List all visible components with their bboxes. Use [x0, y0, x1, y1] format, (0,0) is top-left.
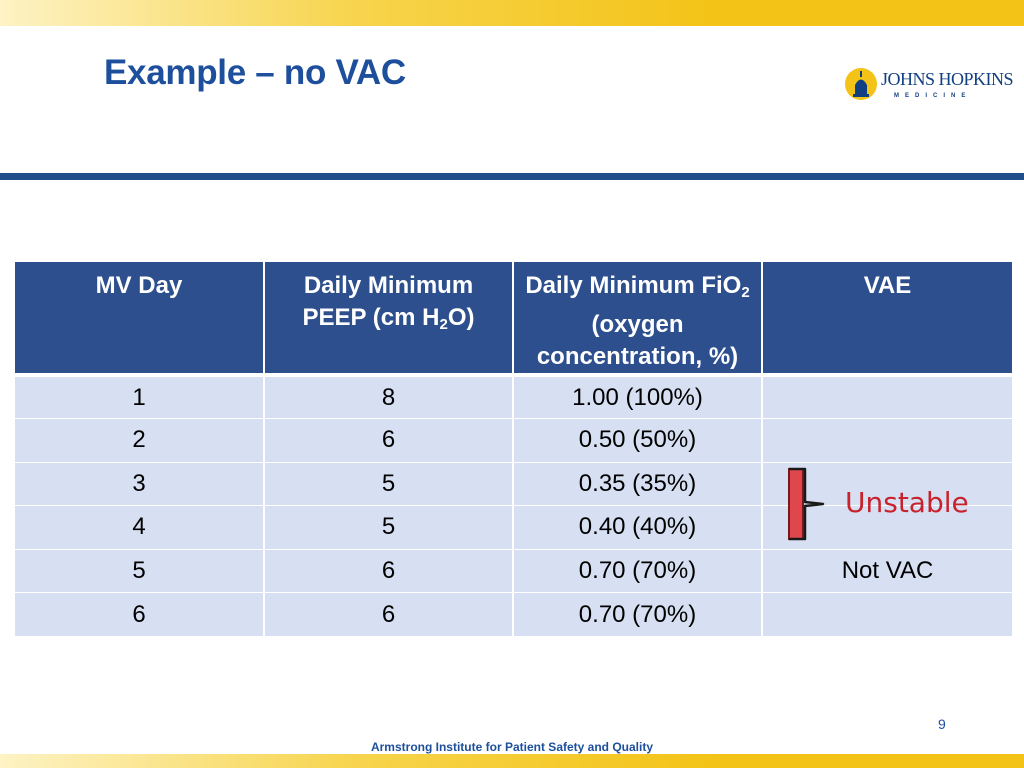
cell-vae	[762, 375, 1012, 419]
cell-day: 4	[15, 506, 264, 550]
cell-day: 6	[15, 593, 264, 637]
cell-fio2: 0.70 (70%)	[513, 593, 762, 637]
logo-wordmark: JOHNS HOPKINS	[881, 69, 1014, 89]
top-gold-band	[0, 0, 1024, 26]
slide-title: Example – no VAC	[104, 53, 406, 92]
cell-fio2: 0.50 (50%)	[513, 419, 762, 463]
table-row	[15, 549, 1012, 593]
header-mv-day: MV Day	[15, 262, 264, 375]
cell-vae	[762, 419, 1012, 463]
cell-peep: 8	[264, 375, 513, 419]
page-number: 9	[938, 716, 946, 732]
cell-vae	[762, 593, 1012, 637]
cell-fio2: 0.35 (35%)	[513, 462, 762, 506]
cell-peep: 5	[264, 462, 513, 506]
cell-vae: Not VAC	[762, 549, 1012, 593]
cell-day: 5	[15, 549, 264, 593]
cell-day: 2	[15, 419, 264, 463]
cell-peep: 6	[264, 593, 513, 637]
logo-subtitle: MEDICINE	[894, 93, 972, 99]
brace-icon	[783, 466, 827, 544]
header-fio2: Daily Minimum FiO$_2$ (oxygen concentration, %)	[513, 262, 762, 375]
cell-peep: 6	[264, 419, 513, 463]
header-vae: VAE	[762, 262, 1012, 375]
cell-fio2: 0.40 (40%)	[513, 506, 762, 550]
dome-icon	[844, 66, 878, 102]
footer-text: Armstrong Institute for Patient Safety and Quality	[370, 740, 654, 754]
bottom-gold-band	[0, 754, 1024, 768]
table-row	[15, 375, 1012, 419]
unstable-annotation: Unstable	[845, 486, 969, 519]
table-row	[15, 593, 1012, 637]
cell-peep: 5	[264, 506, 513, 550]
cell-day: 3	[15, 462, 264, 506]
johns-hopkins-logo	[844, 66, 1014, 106]
table-row	[15, 419, 1012, 463]
table-header-row	[15, 262, 1012, 375]
cell-fio2: 0.70 (70%)	[513, 549, 762, 593]
title-divider	[0, 173, 1024, 180]
header-peep: Daily Minimum PEEP (cm $H_2O$)	[264, 262, 513, 375]
ventilator-table	[15, 262, 1012, 636]
cell-peep: 6	[264, 549, 513, 593]
cell-fio2: 1.00 (100%)	[513, 375, 762, 419]
cell-day: 1	[15, 375, 264, 419]
